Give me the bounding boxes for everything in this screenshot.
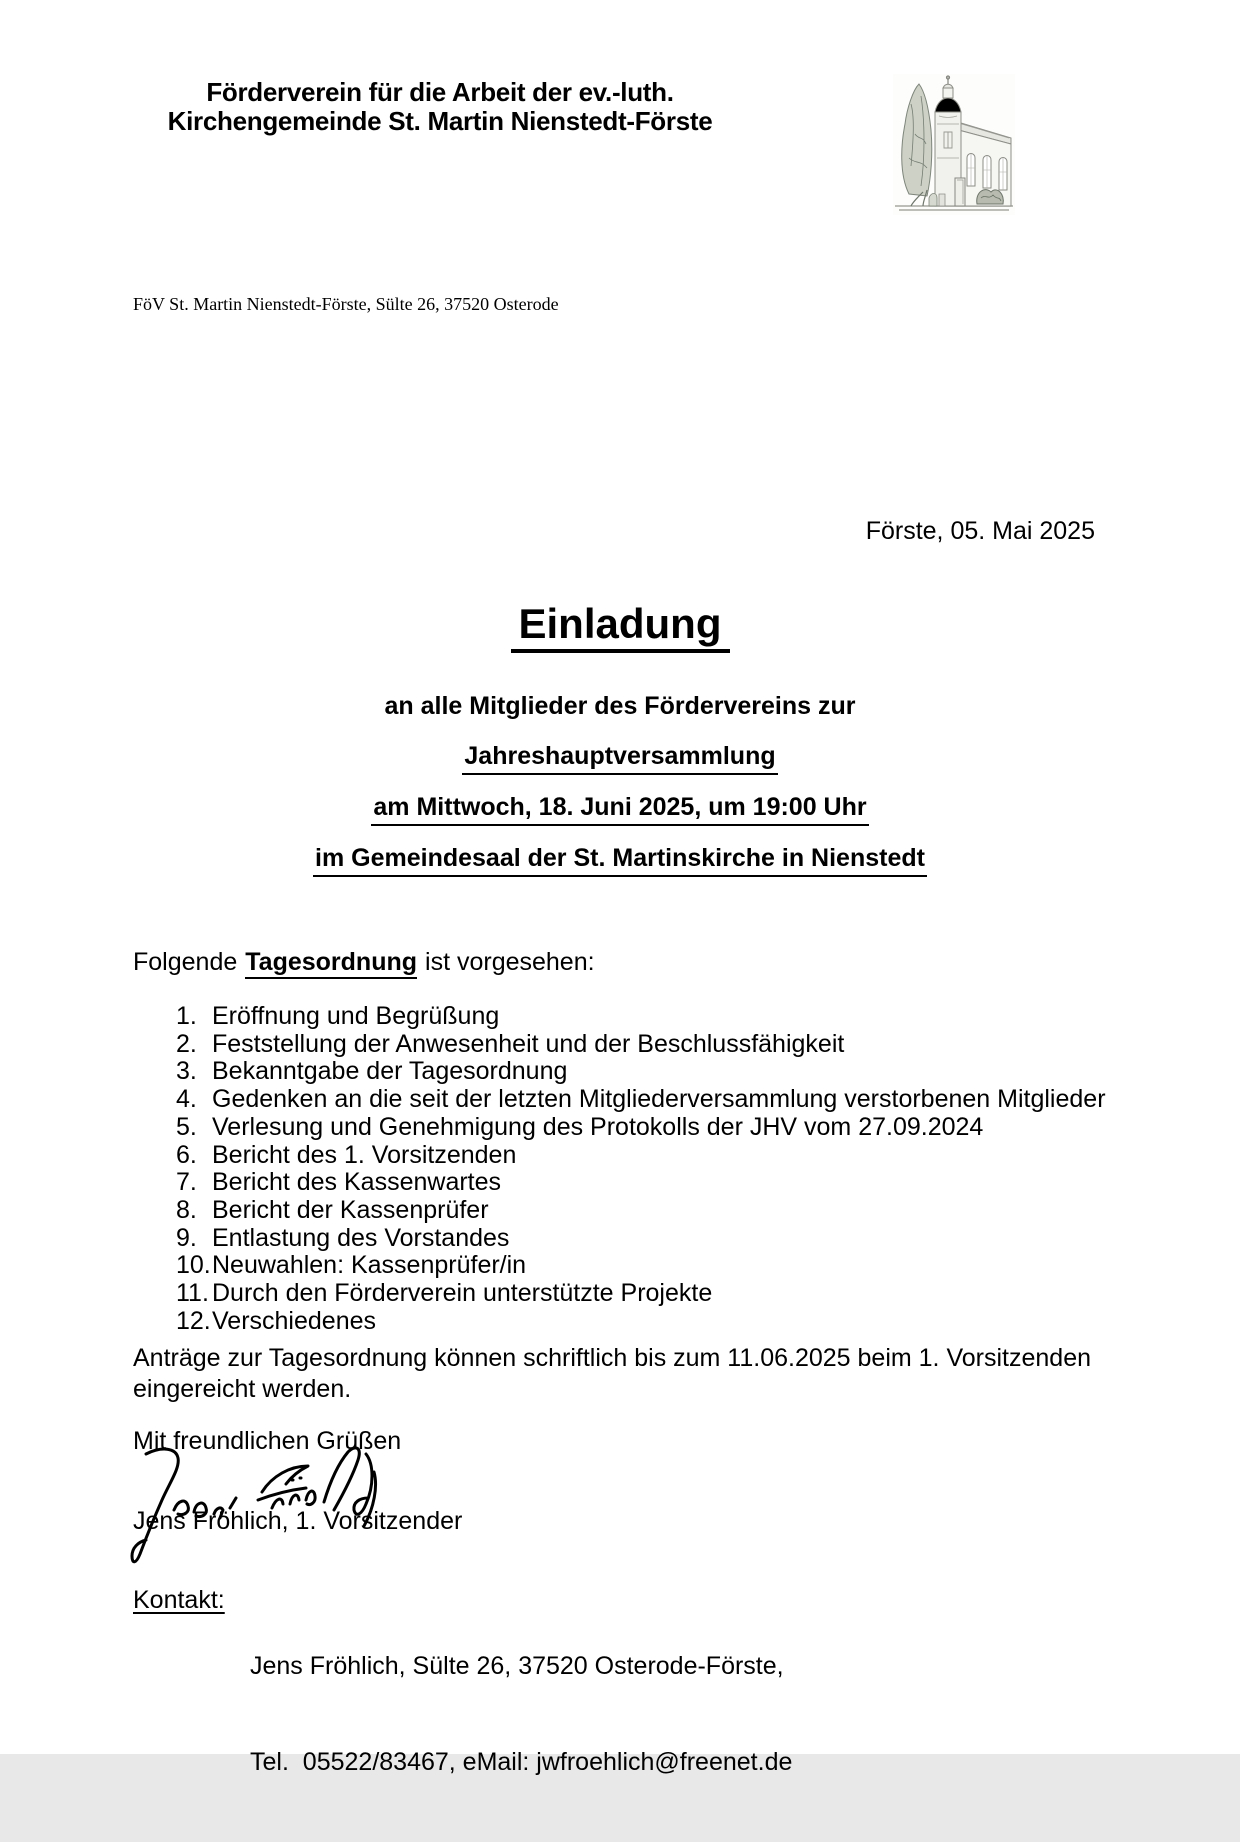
agenda-item <box>176 1142 1106 1170</box>
motions-note-line1: Anträge zur Tagesordnung können schriftlich bis zum 11.06.2025 beim 1. Vorsitzenden <box>133 1344 1091 1372</box>
motions-note <box>133 1343 1091 1404</box>
agenda-item <box>176 1086 1106 1114</box>
church-sketch-image <box>893 74 1015 220</box>
motions-note-line2: eingereicht werden. <box>133 1374 352 1403</box>
agenda-item-number: 8. <box>176 1195 197 1224</box>
agenda-item-number: 1. <box>176 1002 197 1030</box>
agenda-item-text: Verlesung und Genehmigung des Protokolls der JHV vom 27.09.2024 <box>212 1112 984 1141</box>
agenda-item-number: 10. <box>176 1251 211 1280</box>
event-location: im Gemeindesaal der St. Martinskirche in Nienstedt <box>313 844 927 877</box>
event-name-band <box>0 742 1240 775</box>
agenda-item-number: 12. <box>176 1306 211 1335</box>
org-name-line2: Kirchengemeinde St. Martin Nienstedt-Förste <box>167 106 713 136</box>
date-line: Förste, 05. Mai 2025 <box>865 517 1095 545</box>
agenda-item-text: Eröffnung und Begrüßung <box>212 1002 500 1030</box>
agenda-item <box>176 1252 1106 1280</box>
agenda-item-text: Entlastung des Vorstandes <box>212 1223 510 1252</box>
agenda-item-text: Bericht der Kassenprüfer <box>212 1195 489 1224</box>
agenda-item-number: 6. <box>176 1140 197 1169</box>
sender-line: FöV St. Martin Nienstedt-Förste, Sülte 26, 37520 Osterode <box>133 294 559 314</box>
agenda-intro-suffix: ist vorgesehen: <box>425 948 595 976</box>
event-datetime: am Mittwoch, 18. Juni 2025, um 19:00 Uhr <box>371 793 868 826</box>
agenda-item-number: 5. <box>176 1112 197 1141</box>
agenda-item-number: 11. <box>176 1279 209 1308</box>
contact-address-line: Jens Fröhlich, Sülte 26, 37520 Osterode-Förste, <box>250 1652 784 1680</box>
closing-salutation: Mit freundlichen Grüßen <box>133 1427 402 1455</box>
subtitle: an alle Mitglieder des Fördervereins zur <box>384 692 856 720</box>
event-name: Jahreshauptversammlung <box>462 742 777 775</box>
signature-image <box>122 1438 422 1573</box>
agenda-item-text: Feststellung der Anwesenheit und der Beschlussfähigkeit <box>212 1029 845 1058</box>
contact-phone-email-line: Tel. 05522/83467, eMail: jwfroehlich@freenet.de <box>250 1748 793 1776</box>
agenda-item <box>176 1197 1106 1225</box>
event-datetime-band <box>0 793 1240 826</box>
agenda-item-number: 9. <box>176 1223 197 1252</box>
agenda-item-text: Bericht des Kassenwartes <box>212 1168 502 1197</box>
agenda-item <box>176 1031 1106 1059</box>
agenda-intro <box>133 948 595 977</box>
agenda-item <box>176 1280 1106 1308</box>
agenda-item-text: Verschiedenes <box>212 1306 377 1335</box>
event-location-band <box>0 844 1240 877</box>
org-name-line1: Förderverein für die Arbeit der ev.-luth. <box>206 77 674 107</box>
letterhead-org-name <box>90 78 790 136</box>
agenda-list <box>176 1003 1106 1335</box>
agenda-intro-keyword: Tagesordnung <box>245 948 417 979</box>
agenda-item <box>176 1308 1106 1336</box>
agenda-item-number: 4. <box>176 1085 197 1114</box>
agenda-item-text: Durch den Förderverein unterstützte Projekte <box>212 1279 713 1308</box>
agenda-item <box>176 1169 1106 1197</box>
agenda-item <box>176 1225 1106 1253</box>
agenda-item-number: 2. <box>176 1029 197 1058</box>
contact-lines <box>250 1586 792 1842</box>
agenda-item <box>176 1114 1106 1142</box>
agenda-intro-prefix: Folgende <box>133 948 238 976</box>
agenda-item-text: Neuwahlen: Kassenprüfer/in <box>212 1251 527 1280</box>
signer-name: Jens Fröhlich, 1. Vorsitzender <box>133 1507 463 1535</box>
page-title: Einladung <box>511 601 730 653</box>
agenda-item-text: Bericht des 1. Vorsitzenden <box>212 1140 517 1169</box>
contact-label: Kontakt: <box>133 1586 225 1614</box>
agenda-item-text: Bekanntgabe der Tagesordnung <box>212 1057 568 1086</box>
agenda-item-number: 3. <box>176 1057 197 1086</box>
title-band <box>0 601 1240 653</box>
agenda-item-text: Gedenken an die seit der letzten Mitgliederversammlung verstorbenen Mitglieder <box>212 1085 1106 1114</box>
agenda-item-number: 7. <box>176 1168 197 1197</box>
agenda-item <box>176 1003 1106 1031</box>
agenda-item <box>176 1058 1106 1086</box>
